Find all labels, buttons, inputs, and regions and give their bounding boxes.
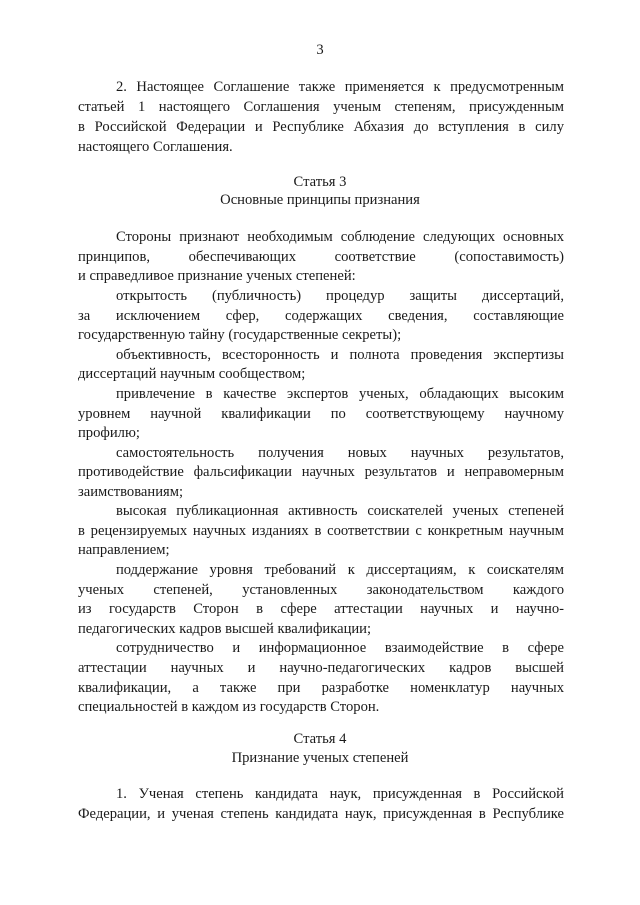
list-item-line: за исключением сфер, содержащих сведения, составляющие [78, 308, 564, 324]
list-item-line: педагогических кадров высшей квалификации; [78, 621, 372, 637]
list-item-line: заимствованиям; [78, 484, 184, 500]
paragraph-line: 1. Ученая степень кандидата наук, присужденная в Российской [116, 786, 564, 802]
article-number: Статья 4 [293, 731, 347, 747]
paragraph-line: статьей 1 настоящего Соглашения ученым степеням, присужденным [78, 99, 564, 115]
list-item-line: направлением; [78, 542, 170, 558]
list-item-line: высокая публикационная активность соискателей ученых степеней [116, 503, 564, 519]
list-item-line: диссертаций научным сообществом; [78, 366, 306, 382]
list-item-line: в рецензируемых научных изданиях в соответствии с конкретным научным [78, 523, 564, 539]
paragraph-line: и справедливое признание ученых степеней: [78, 268, 356, 284]
list-item-line: сотрудничество и информационное взаимодействие в сфере [116, 640, 564, 656]
list-item-line: государственную тайну (государственные секреты); [78, 327, 402, 343]
article-title: Основные принципы признания [220, 192, 420, 208]
list-item-line: уровнем научной квалификации по соответствующему научному [78, 406, 564, 422]
article-number: Статья 3 [293, 174, 347, 190]
list-item-line: объективность, всесторонность и полнота проведения экспертизы [116, 347, 564, 363]
list-item-line: из государств Сторон в сфере аттестации научных и научно- [78, 601, 564, 617]
list-item-line: противодействие фальсификации научных результатов и неправомерным [78, 464, 564, 480]
list-item-line: профилю; [78, 425, 140, 441]
paragraph-line: 2. Настоящее Соглашение также применяется к предусмотренным [116, 79, 564, 95]
list-item-line: ученых степеней, установленных законодательством каждого [78, 582, 564, 598]
list-item-line: поддержание уровня требований к диссертациям, к соискателям [116, 562, 564, 578]
page-number: 3 [316, 42, 324, 58]
paragraph-line: принципов, обеспечивающих соответствие (сопоставимость) [78, 249, 564, 265]
list-item-line: специальностей в каждом из государств Сторон. [78, 699, 380, 715]
paragraph-line: Стороны признают необходимым соблюдение следующих основных [116, 229, 564, 245]
paragraph-line: настоящего Соглашения. [78, 139, 233, 155]
list-item-line: привлечение в качестве экспертов ученых, обладающих высоким [116, 386, 564, 402]
list-item-line: аттестации научных и научно-педагогических кадров высшей [78, 660, 564, 676]
article-title: Признание ученых степеней [231, 750, 409, 766]
list-item-line: открытость (публичность) процедур защиты диссертаций, [116, 288, 564, 304]
paragraph-line: Федерации, и ученая степень кандидата наук, присужденная в Республике [78, 806, 564, 822]
list-item-line: квалификации, а также при разработке номенклатур научных [78, 680, 564, 696]
list-item-line: самостоятельность получения новых научных результатов, [116, 445, 564, 461]
paragraph-line: в Российской Федерации и Республике Абхазия до вступления в силу [78, 119, 564, 135]
